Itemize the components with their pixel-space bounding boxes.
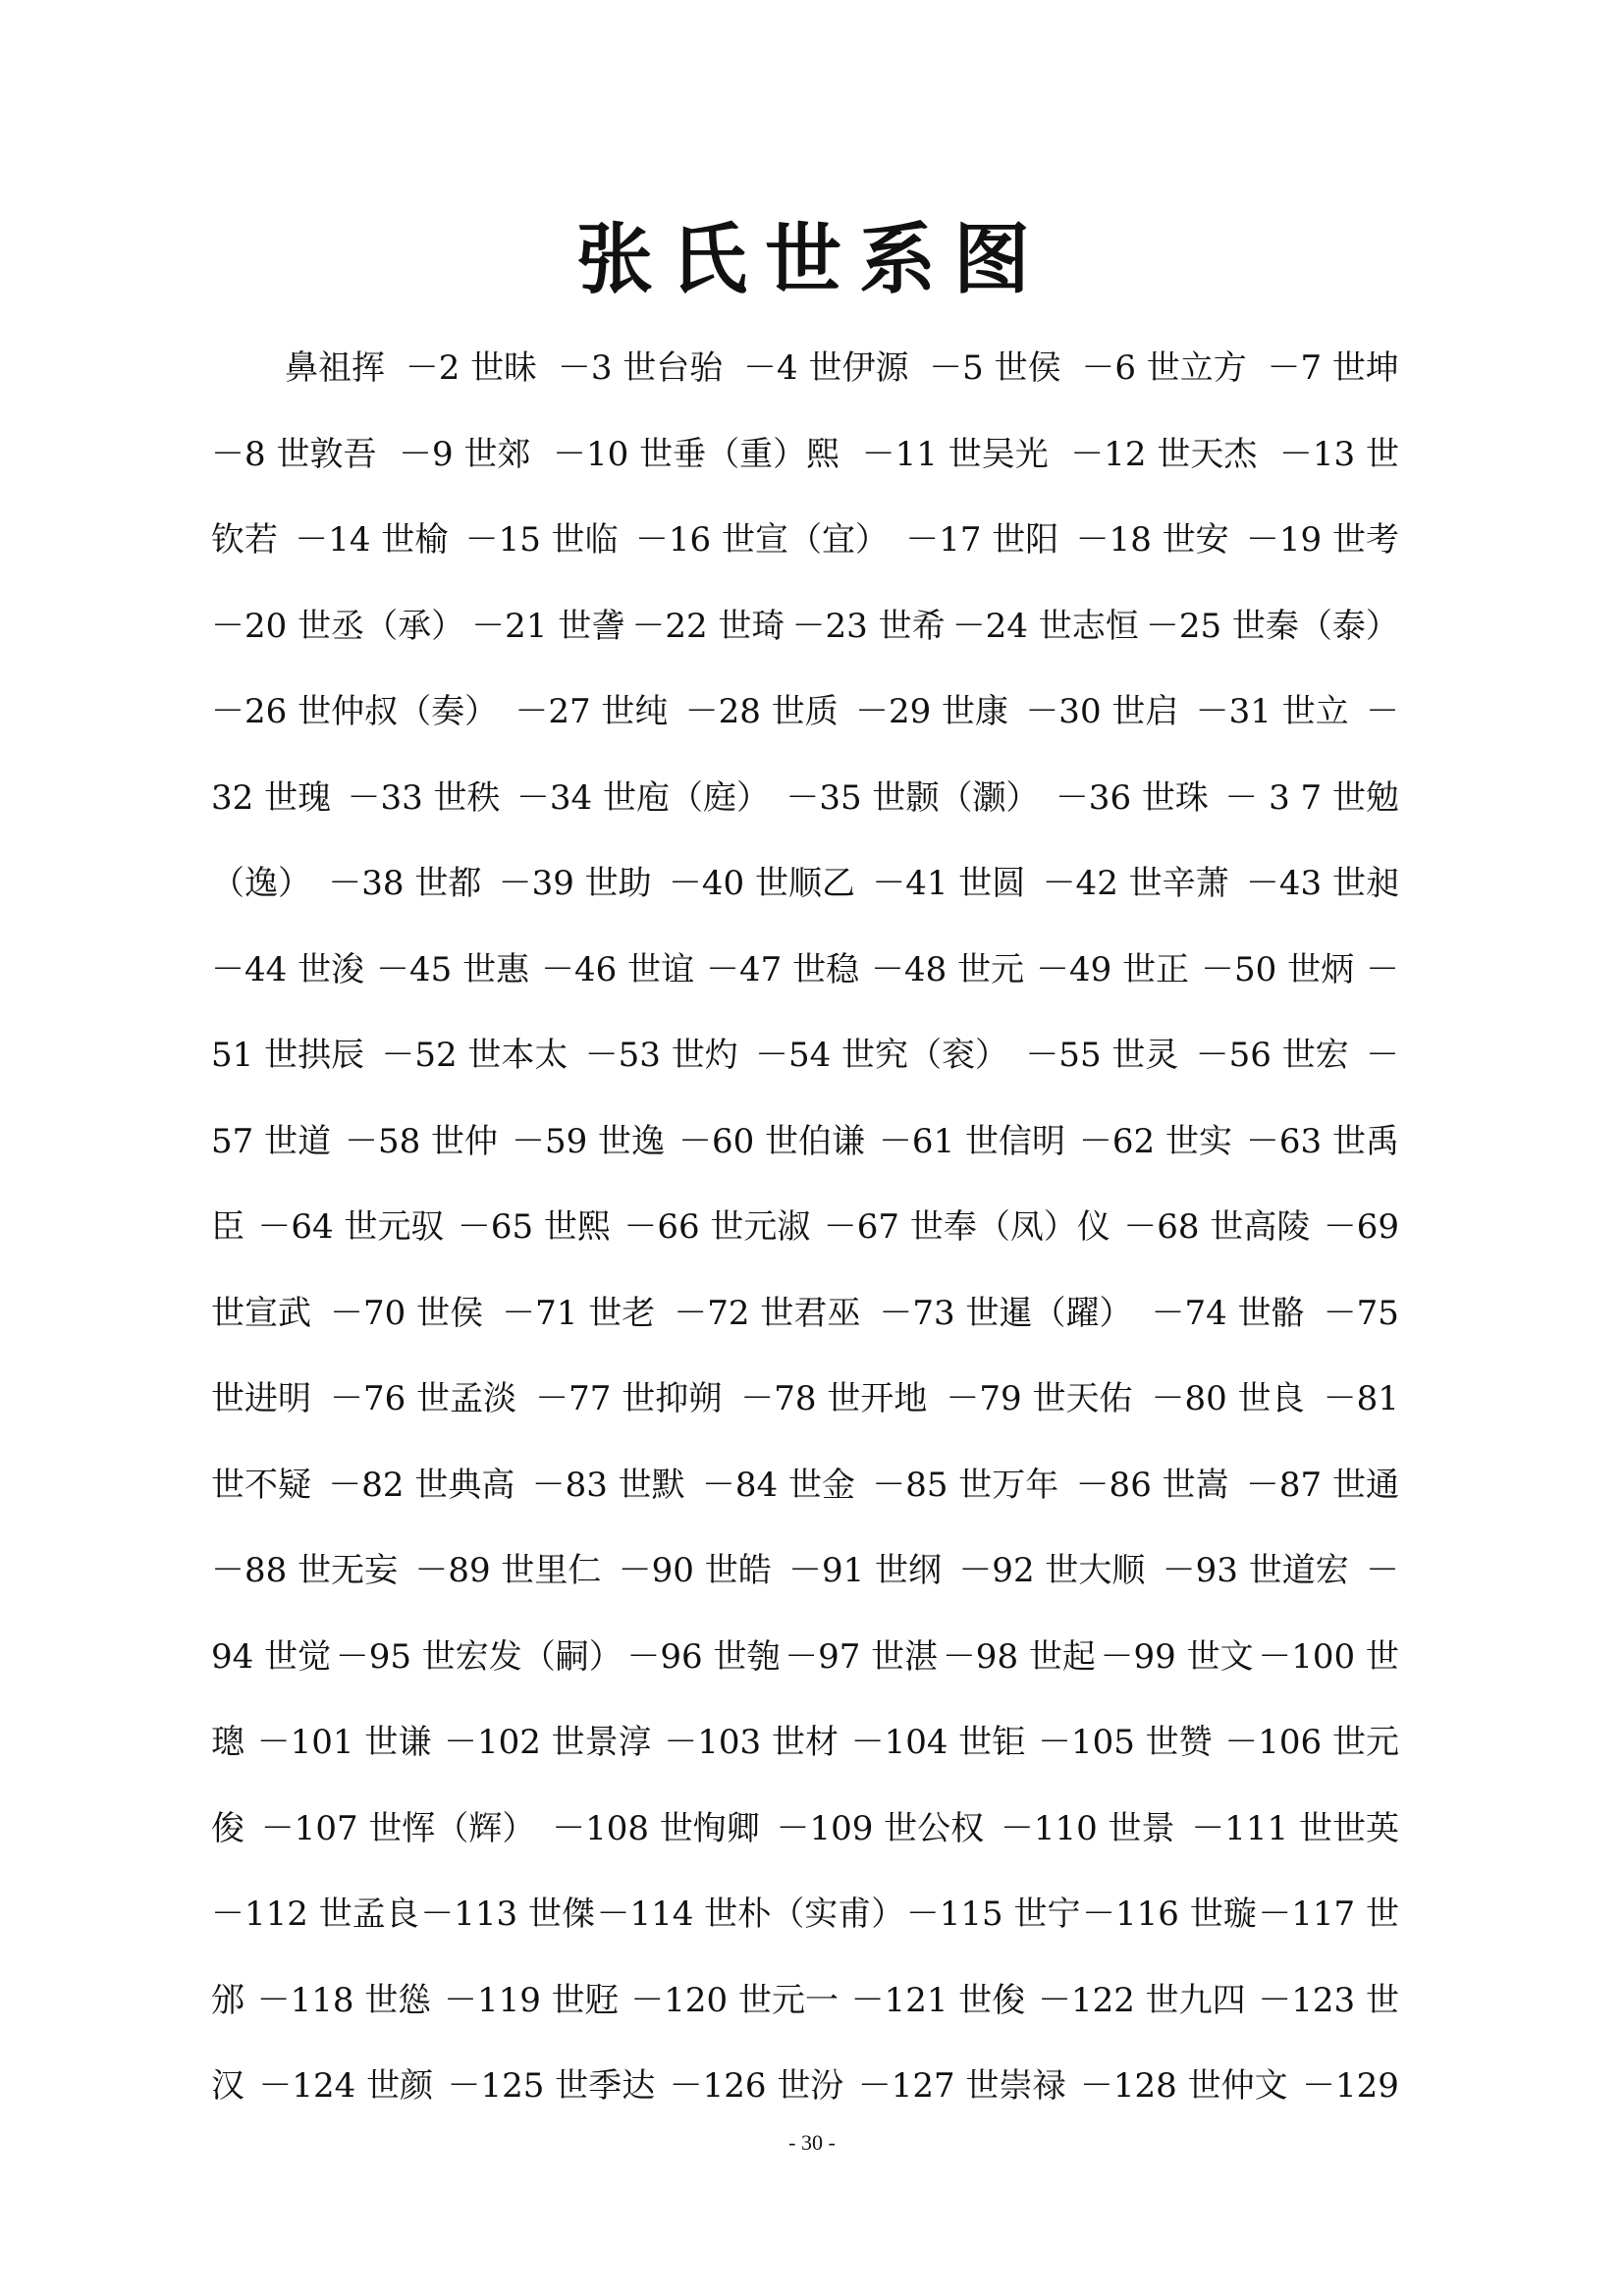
- text-segment: －129: [1302, 2066, 1399, 2106]
- text-segment: －97 世湛: [785, 1636, 939, 1677]
- text-segment: －80 世良: [1151, 1379, 1305, 1418]
- text-segment: －33 世秩: [347, 777, 501, 818]
- text-line: [211, 1271, 1399, 1358]
- text-segment: －125 世季达: [447, 2066, 656, 2106]
- text-segment: －17 世阳: [905, 520, 1059, 560]
- text-segment: －12 世天杰: [1070, 434, 1258, 474]
- text-line: [211, 584, 1399, 670]
- text-segment: 臣: [211, 1207, 244, 1247]
- text-segment: －: [1366, 949, 1399, 989]
- text-segment: －82 世典高: [328, 1465, 515, 1505]
- text-segment: －92 世大顺: [958, 1551, 1146, 1590]
- text-segment: －56 世宏: [1195, 1036, 1349, 1075]
- text-segment: －31 世立: [1195, 692, 1349, 731]
- text-segment: －104 世钜: [850, 1723, 1026, 1762]
- text-segment: －67 世奉（凤）仪: [823, 1207, 1110, 1247]
- text-segment: 32 世瑰: [211, 777, 332, 818]
- text-segment: －59 世逸: [511, 1121, 666, 1161]
- text-segment: －96 世匏: [626, 1636, 781, 1677]
- text-segment: －22 世琦: [631, 606, 785, 646]
- text-line: [211, 1872, 1399, 1958]
- text-line: [211, 326, 1399, 412]
- text-segment: －18 世安: [1075, 520, 1229, 560]
- text-segment: －60 世伯谦: [677, 1121, 866, 1161]
- text-segment: －127 世崇禄: [857, 2066, 1066, 2106]
- text-segment: －39 世助: [498, 864, 652, 903]
- text-segment: －16 世宣（宜）: [634, 520, 889, 560]
- page-title: 张氏世系图: [575, 215, 1048, 304]
- text-segment: －76 世孟淡: [330, 1379, 517, 1418]
- text-segment: －19 世考: [1245, 520, 1399, 560]
- text-segment: －: [1365, 1036, 1399, 1075]
- text-segment: －79 世天佑: [946, 1379, 1133, 1418]
- text-line: [211, 1700, 1399, 1787]
- text-segment: －75: [1323, 1293, 1399, 1333]
- text-segment: －112 世孟良: [211, 1895, 419, 1934]
- text-segment: －114 世朴（实甫）: [596, 1895, 905, 1934]
- text-line: [211, 928, 1399, 1014]
- text-segment: －15 世临: [464, 520, 619, 560]
- text-segment: －: [1365, 1551, 1399, 1590]
- text-line: [211, 1099, 1399, 1186]
- text-segment: －44 世浚: [211, 949, 365, 989]
- text-segment: －5 世侯: [929, 348, 1061, 388]
- text-segment: －28 世质: [684, 692, 839, 731]
- text-segment: －64 世元驭: [257, 1207, 445, 1247]
- page-number: - 30 -: [788, 2130, 836, 2155]
- text-line: [211, 841, 1399, 928]
- text-segment: －68 世高陵: [1123, 1207, 1311, 1247]
- text-segment: －95 世宏发（嗣）: [335, 1636, 623, 1677]
- text-segment: －58 世仲: [344, 1121, 499, 1161]
- text-segment: －8 世敦吾: [211, 434, 377, 474]
- text-segment: －118 世慫: [256, 1980, 432, 2020]
- text-segment: －11 世吴光: [861, 434, 1049, 474]
- text-line: [211, 1357, 1399, 1443]
- text-segment: －100 世: [1258, 1636, 1399, 1677]
- text-line: [211, 412, 1399, 499]
- text-segment: －27 世纯: [514, 692, 669, 731]
- text-segment: －10 世垂（重）熙: [553, 434, 840, 474]
- text-segment: －48 世元: [871, 949, 1025, 989]
- text-segment: －109 世公权: [776, 1808, 985, 1848]
- text-segment: 94 世觉: [211, 1636, 332, 1677]
- text-segment: －26 世仲叔（奏）: [211, 692, 499, 731]
- text-segment: －74 世骼: [1151, 1293, 1305, 1333]
- text-line: [211, 669, 1399, 756]
- text-segment: －61 世信明: [878, 1121, 1066, 1161]
- text-segment: －49 世正: [1036, 949, 1190, 989]
- text-segment: －115 世宁: [905, 1895, 1081, 1934]
- text-segment: 鼻祖挥: [285, 348, 385, 388]
- text-segment: －83 世默: [531, 1465, 685, 1505]
- genealogy-text: [211, 326, 1399, 2130]
- text-segment: －47 世稳: [706, 949, 860, 989]
- text-segment: －89 世里仁: [414, 1551, 602, 1590]
- text-segment: －21 世詟: [471, 606, 625, 646]
- text-line: [211, 756, 1399, 842]
- text-segment: －110 世景: [1000, 1808, 1175, 1848]
- text-segment: －55 世灵: [1025, 1036, 1179, 1075]
- text-segment: －13 世: [1278, 434, 1399, 474]
- text-segment: －3 世台骀: [557, 348, 724, 388]
- text-segment: －34 世庖（庭）: [515, 777, 770, 818]
- text-segment: －91 世纲: [787, 1551, 943, 1590]
- text-segment: 世宣武: [211, 1293, 311, 1333]
- text-segment: －106 世元: [1224, 1723, 1399, 1762]
- text-segment: 俊: [211, 1808, 244, 1848]
- text-segment: 汉: [211, 2066, 244, 2106]
- text-segment: －126 世汾: [669, 2066, 844, 2106]
- text-segment: －120 世元一: [630, 1980, 839, 2020]
- text-segment: －111 世世英: [1191, 1808, 1399, 1848]
- text-line: [211, 498, 1399, 584]
- text-segment: －108 世恂卿: [552, 1808, 760, 1848]
- text-segment: －45 世惠: [376, 949, 530, 989]
- text-segment: －84 世金: [701, 1465, 855, 1505]
- text-segment: －25 世秦（泰）: [1145, 606, 1399, 646]
- text-segment: －65 世熙: [457, 1207, 611, 1247]
- text-segment: －: [1365, 692, 1399, 731]
- text-segment: －52 世本太: [381, 1036, 568, 1075]
- text-segment: －78 世开地: [740, 1379, 928, 1418]
- text-segment: （逸）: [211, 864, 311, 903]
- text-segment: －43 世昶: [1245, 864, 1399, 903]
- text-segment: －14 世榆: [295, 520, 449, 560]
- text-line: [211, 1443, 1399, 1529]
- text-segment: －121 世俊: [850, 1980, 1026, 2020]
- text-segment: －72 世君巫: [674, 1293, 861, 1333]
- text-segment: －77 世抑朔: [535, 1379, 723, 1418]
- text-segment: －38 世都: [328, 864, 482, 903]
- text-segment: －66 世元淑: [623, 1207, 811, 1247]
- text-segment: －98 世起: [942, 1636, 1096, 1677]
- text-segment: －85 世万年: [872, 1465, 1059, 1505]
- text-segment: －24 世志恒: [951, 606, 1139, 646]
- text-segment: －88 世无妄: [211, 1551, 399, 1590]
- text-segment: －113 世傑: [420, 1895, 595, 1934]
- text-segment: －99 世文: [1100, 1636, 1254, 1677]
- text-segment: －29 世康: [854, 692, 1009, 731]
- text-segment: －81: [1323, 1379, 1399, 1418]
- text-line: [211, 1787, 1399, 1873]
- text-segment: －116 世璇: [1082, 1895, 1257, 1934]
- text-line: [211, 1528, 1399, 1615]
- text-segment: －93 世道宏: [1162, 1551, 1349, 1590]
- text-line: [211, 1185, 1399, 1271]
- text-segment: 51 世拱辰: [211, 1036, 365, 1075]
- text-segment: －117 世: [1258, 1895, 1399, 1934]
- text-segment: －54 世究（衮）: [754, 1036, 1009, 1075]
- text-segment: －36 世珠: [1055, 777, 1209, 818]
- text-segment: 57 世道: [211, 1121, 332, 1161]
- text-segment: －128 世仲文: [1079, 2066, 1288, 2106]
- text-segment: －102 世景淳: [443, 1723, 652, 1762]
- text-segment: －122 世九四: [1037, 1980, 1246, 2020]
- text-segment: －50 世炳: [1201, 949, 1355, 989]
- text-segment: 世进明: [211, 1379, 311, 1418]
- text-segment: －90 世皓: [618, 1551, 772, 1590]
- text-segment: －107 世恽（辉）: [260, 1808, 536, 1848]
- text-segment: －20 世丞（承）: [211, 606, 465, 646]
- text-segment: －35 世颢（灏）: [785, 777, 1040, 818]
- text-segment: －40 世顺乙: [668, 864, 855, 903]
- text-segment: － 3 7 世勉: [1224, 777, 1399, 818]
- text-segment: 璁: [211, 1723, 244, 1762]
- text-line: [211, 1615, 1399, 1701]
- text-line: [211, 1958, 1399, 2045]
- text-segment: －46 世谊: [541, 949, 695, 989]
- text-segment: －70 世侯: [330, 1293, 484, 1333]
- text-segment: －63 世禹: [1245, 1121, 1399, 1161]
- text-segment: －86 世嵩: [1075, 1465, 1229, 1505]
- text-segment: －30 世启: [1025, 692, 1179, 731]
- text-segment: 钦若: [211, 520, 278, 560]
- text-segment: －101 世谦: [256, 1723, 432, 1762]
- text-segment: －71 世老: [502, 1293, 656, 1333]
- text-segment: －62 世实: [1078, 1121, 1232, 1161]
- text-segment: －123 世: [1258, 1980, 1399, 2020]
- text-segment: －7 世坤: [1267, 348, 1399, 388]
- text-segment: －23 世希: [791, 606, 946, 646]
- text-line: [211, 1013, 1399, 1099]
- text-segment: －9 世郊: [399, 434, 531, 474]
- text-segment: 邠: [211, 1980, 244, 2020]
- text-segment: －119 世觃: [443, 1980, 619, 2020]
- text-segment: －69: [1323, 1207, 1399, 1247]
- text-segment: －103 世材: [664, 1723, 839, 1762]
- text-segment: －42 世辛萧: [1042, 864, 1229, 903]
- text-line: [211, 2044, 1399, 2130]
- text-segment: －105 世赞: [1037, 1723, 1213, 1762]
- text-segment: －53 世灼: [584, 1036, 738, 1075]
- text-segment: －124 世颜: [258, 2066, 434, 2106]
- text-segment: －73 世暹（躍）: [879, 1293, 1133, 1333]
- text-segment: －87 世通: [1245, 1465, 1399, 1505]
- text-segment: －2 世昧: [405, 348, 538, 388]
- text-segment: －4 世伊源: [743, 348, 909, 388]
- text-segment: －6 世立方: [1081, 348, 1247, 388]
- text-segment: 世不疑: [211, 1465, 311, 1505]
- text-segment: －41 世圆: [872, 864, 1026, 903]
